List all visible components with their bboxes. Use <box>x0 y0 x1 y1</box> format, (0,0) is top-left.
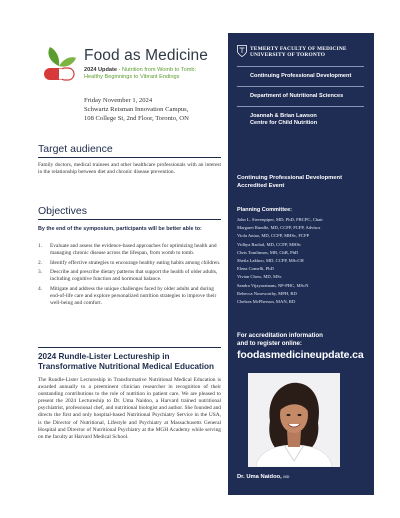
photo-caption: Dr. Uma Naidoo, MD <box>237 474 290 480</box>
event-venue-line2: 108 College St, 2nd Floor, Toronto, ON <box>84 115 189 122</box>
committee-member: Chris Tomlinson, MB, ChB, PhD <box>237 249 299 255</box>
audience-text: Family doctors, medical trainees and other healthcare professionals with an interest in the relationship between diet and chronic disease prevention. <box>38 162 221 176</box>
panel-divider <box>237 86 364 87</box>
dept-lawson-centre: Joannah & Brian Lawson Centre for Child Nutrition <box>250 113 318 127</box>
dept-nutritional-sciences: Department of Nutritional Sciences <box>250 93 344 99</box>
university-name: TEMERTY FACULTY OF MEDICINE UNIVERSITY OF TORONTO <box>250 46 347 59</box>
lectureship-heading: 2024 Rundle-Lister Lectureship in Transformative Nutritional Medical Education <box>38 352 215 371</box>
registration-link[interactable]: foodasmedicineupdate.ca <box>237 349 364 361</box>
event-date: Friday November 1, 2024 <box>84 97 153 104</box>
portrait-photo-icon <box>248 373 340 467</box>
accreditation-label: Continuing Professional Development Accredited Event <box>237 175 342 189</box>
registration-info: For accreditation information and to register online: <box>237 332 323 347</box>
lectureship-divider <box>38 347 221 348</box>
panel-divider <box>237 66 364 67</box>
event-venue-line1: Schwartz Reisman Innovation Campus, <box>84 106 189 113</box>
audience-heading: Target audience <box>38 143 113 155</box>
audience-divider <box>38 157 221 158</box>
committee-member: Vivian Chow, MD, MSc <box>237 274 282 280</box>
objective-item: 3. Describe and prescribe dietary patterns that support the health of older adults, including cognitive function and hormonal balance. <box>38 269 218 283</box>
objectives-intro: By the end of the symposium, participants will be better able to: <box>38 226 202 232</box>
dept-cpd: Continuing Professional Development <box>250 73 352 79</box>
pill-capsule-leaf-icon <box>38 44 80 86</box>
committee-member: Vidhya Rachal, MD, CCFP, MHSc <box>237 241 302 247</box>
update-label: 2024 Update <box>84 67 117 73</box>
committee-member: Rebecca Noseworthy, MPH, RD <box>237 290 297 296</box>
lectureship-text: The Rundle-Lister Lectureship in Transformative Nutritional Medical Education is awarded annually to a preeminent clinician researcher in recognition of their outstanding contributions to the role of nutrition in patient care. We are pleased to present the 2024 Lectureship to Dr. Uma Naidoo, a Harvard trained nutritional psychiatrist, professional chef, and nutritional biologist and author. She founded and directs the first and only hospital-based Nutritional Psychiatry Service in the USA, is the Director of Nutritional, Lifestyle and Psychiatry at Massachusetts General Hospital and Director of Nutritional Psychiatry at the MGH Academy while serving on the faculty at Harvard Medical School. <box>38 377 221 440</box>
objective-item: 4. Mitigate and address the unique challenges faced by older adults and during end-of-life care and explore personalized nutrition strategies to improve their well-being and comfort. <box>38 285 217 307</box>
committee-member: Viola Antao, MD, CCFP, MHSc, FCFP <box>237 233 310 239</box>
committee-member: John L. Sievenpiper, MD, PhD, FRCPC, Chair <box>237 217 323 222</box>
committee-list <box>237 216 323 306</box>
sidebar-panel <box>228 33 374 495</box>
brand-tagline: Healthy Beginnings to Vibrant Endings <box>84 74 180 80</box>
committee-heading: Planning Committee: <box>237 207 293 213</box>
objectives-heading: Objectives <box>38 205 88 217</box>
committee-member: Sheila Lakhoo, MD, CCFP, MScCH <box>237 258 304 264</box>
objectives-divider <box>38 219 221 220</box>
objective-item: 2. Identify effective strategies to encourage healthy eating habits among children. <box>38 259 221 266</box>
event-info <box>84 96 234 123</box>
objectives-list <box>38 243 221 310</box>
objective-item: 1. Evaluate and assess the evidence-based approaches for optimizing health and managing chronic disease across the lifespan, from womb to tomb. <box>38 243 217 257</box>
committee-member: Margaret Rundle, MD, CCFP, FCFP, Advisor <box>237 225 321 231</box>
panel-divider <box>237 106 364 107</box>
committee-member: Sandra Vijayaratnam, NP-PHC, MScN <box>237 282 309 288</box>
university-crest-icon <box>237 45 247 57</box>
update-rest: - Nutrition from Womb to Tomb: <box>116 67 197 73</box>
brand-subtitle <box>84 67 224 81</box>
committee-member: Elena Comelli, PhD <box>237 266 274 272</box>
brand-title: Food as Medicine <box>84 47 208 64</box>
committee-member: Chelsea McPherson, MAN, RD <box>237 299 296 305</box>
